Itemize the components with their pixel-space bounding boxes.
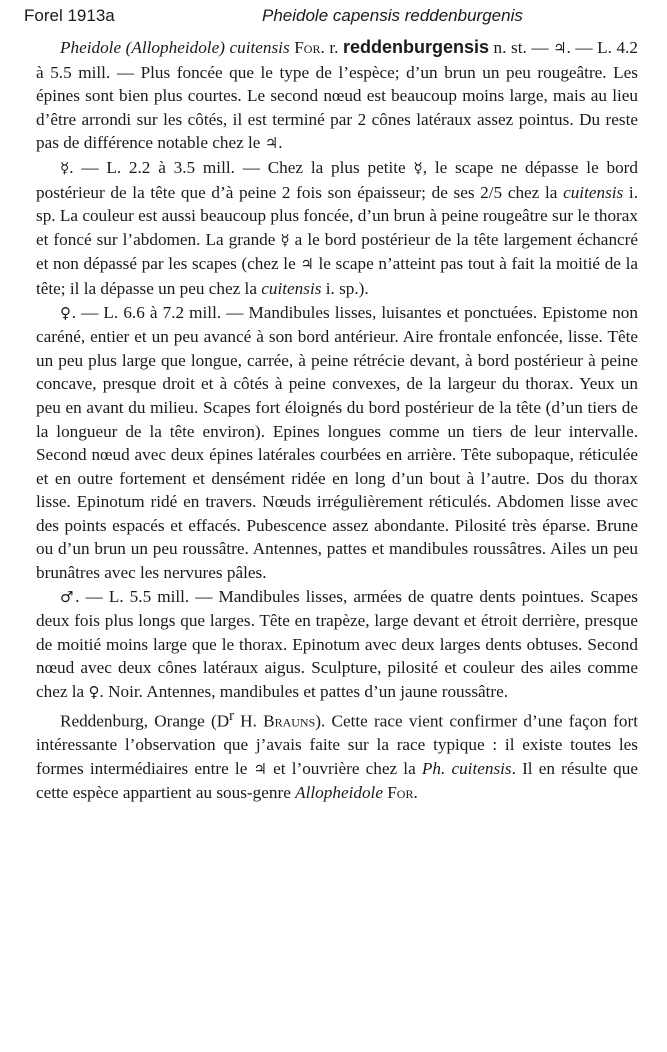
header-citation: Forel 1913a bbox=[24, 6, 115, 25]
text-run: H. bbox=[233, 711, 264, 731]
species-name: cuitensis bbox=[563, 182, 624, 202]
document-body bbox=[36, 36, 638, 805]
subgenus-name: Allopheidole bbox=[295, 783, 383, 803]
text-run: i. sp. La couleur est aussi beaucoup plus foncée, d’un brun à peine rougeâtre sur le thorax et foncé sur l’abdomen. La grande bbox=[36, 182, 638, 249]
text-run: et l’ouvrière chez la bbox=[266, 758, 422, 778]
collector-name: Brauns bbox=[263, 711, 316, 731]
paragraph-locality-remarks bbox=[36, 705, 638, 805]
text-run: ). Cette race vient confirmer d’une façon fort intéressante l’observation que j’avais faite sur la race typique : il existe toutes les formes intermédiaires entre le bbox=[36, 711, 638, 778]
running-header bbox=[0, 4, 667, 30]
header-taxon: Pheidole capensis reddenburgenis bbox=[262, 6, 523, 25]
worker-symbol: ☿ bbox=[60, 158, 70, 177]
taxon-name: reddenburgensis bbox=[342, 37, 489, 57]
soldier-symbol: ♃ bbox=[300, 255, 314, 274]
species-name: Pheidole (Allopheidole) cuitensis bbox=[60, 38, 290, 57]
text-run: . — L. 4.2 à 5.5 mill. — Plus foncée que le type de l’espèce; d’un brun un peu rougeâtre. Les épines sont bien plus courtes. Le second nœud est beaucoup moins large, mais au lieu d’être arrondi sur les côtés, il est terminé par 2 cônes latéraux assez pointus. Du reste pas de différence notable chez le bbox=[36, 38, 639, 153]
text-run: Reddenburg, Orange (D bbox=[60, 711, 230, 731]
author-abbrev: For. bbox=[387, 783, 418, 803]
text-run: . bbox=[278, 133, 283, 153]
paragraph-description-soldier bbox=[36, 36, 638, 156]
soldier-symbol: ♃ bbox=[264, 134, 279, 153]
text-run: . Il en résulte que cette espèce appartient au sous-genre bbox=[36, 758, 638, 803]
female-symbol: ♀ bbox=[60, 303, 72, 322]
worker-symbol: ☿ bbox=[280, 230, 290, 249]
author-abbrev: For. bbox=[294, 38, 325, 57]
text-run: . Noir. Antennes, mandibules et pattes d’un jaune roussâtre. bbox=[99, 682, 509, 702]
species-name: Ph. cuitensis bbox=[421, 758, 512, 778]
female-symbol: ♀ bbox=[88, 683, 100, 702]
text-run: a le bord postérieur de la tête largement échancré et non dépassé par les scapes (chez le bbox=[36, 229, 639, 274]
rank-text: r. bbox=[324, 38, 343, 57]
paragraph-description-worker bbox=[36, 156, 638, 301]
soldier-symbol: ♃ bbox=[553, 39, 567, 57]
paragraph-description-female bbox=[36, 301, 638, 585]
paragraph-description-male bbox=[36, 585, 638, 705]
worker-symbol: ☿ bbox=[413, 158, 423, 177]
soldier-symbol: ♃ bbox=[253, 759, 267, 778]
text-run: . — L. 2.2 à 3.5 mill. — Chez la plus petite bbox=[69, 157, 414, 177]
text-run: . — L. 5.5 mill. — Mandibules lisses, armées de quatre dents pointues. Scapes deux fois plus longs que larges. Tête en trapèze, large devant et étroit derrière, presque de moitié moins large que le thorax. Epinotum avec deux larges dents obtuses. Second nœud avec deux cônes latéraux aigus. Sculpture, pilosité et couleur des ailes comme chez la bbox=[36, 586, 638, 702]
superscript: r bbox=[229, 707, 234, 724]
species-name: cuitensis bbox=[261, 278, 322, 298]
male-symbol: ♂ bbox=[60, 587, 76, 606]
text-run: n. st. — bbox=[488, 38, 554, 57]
text-run: i. sp.). bbox=[321, 278, 369, 298]
text-run: , le scape ne dépasse le bord postérieur de la tête que d’à peine 2 fois son épaisseur; de ses 2/5 chez la bbox=[36, 157, 639, 202]
text-run: . — L. 6.6 à 7.2 mill. — Mandibules lisses, luisantes et ponctuées. Epistome non caréné, entier et un peu avancé à son bord antérieur. Aire frontale enfoncée, lisse. Tête un peu plus large que longue, carrée, à peine rétrécie devant, à bord postérieur à peine concave, presque droit et à côtés à peine convexes, de la largeur du thorax. Yeux un peu en avant du milieu. Scapes fort éloignés du bord postérieur de la tête (d’un tiers de la longueur de la tête environ). Epines longues comme un tiers de leur intervalle. Second nœud avec deux épines latérales courbées en arrière. Tête subopaque, réticulée et en outre fortement et densément ridée en long d’un bout à l’autre. Dos du thorax lisse. Epinotum ridé en travers. Nœuds irrégulièrement réticulés. Abdomen lisse avec des points espacés et effacés. Pubescence assez abondante. Pilosité très éparse. Brune ou d’un brun un peu roussâtre. Antennes, pattes et mandibules roussâtres. Ailes un peu brunâtres avec les nervures pâles. bbox=[36, 302, 638, 583]
text-run: le scape n’atteint pas tout à fait la moitié de la tête; il la dépasse un peu chez la bbox=[36, 254, 638, 298]
